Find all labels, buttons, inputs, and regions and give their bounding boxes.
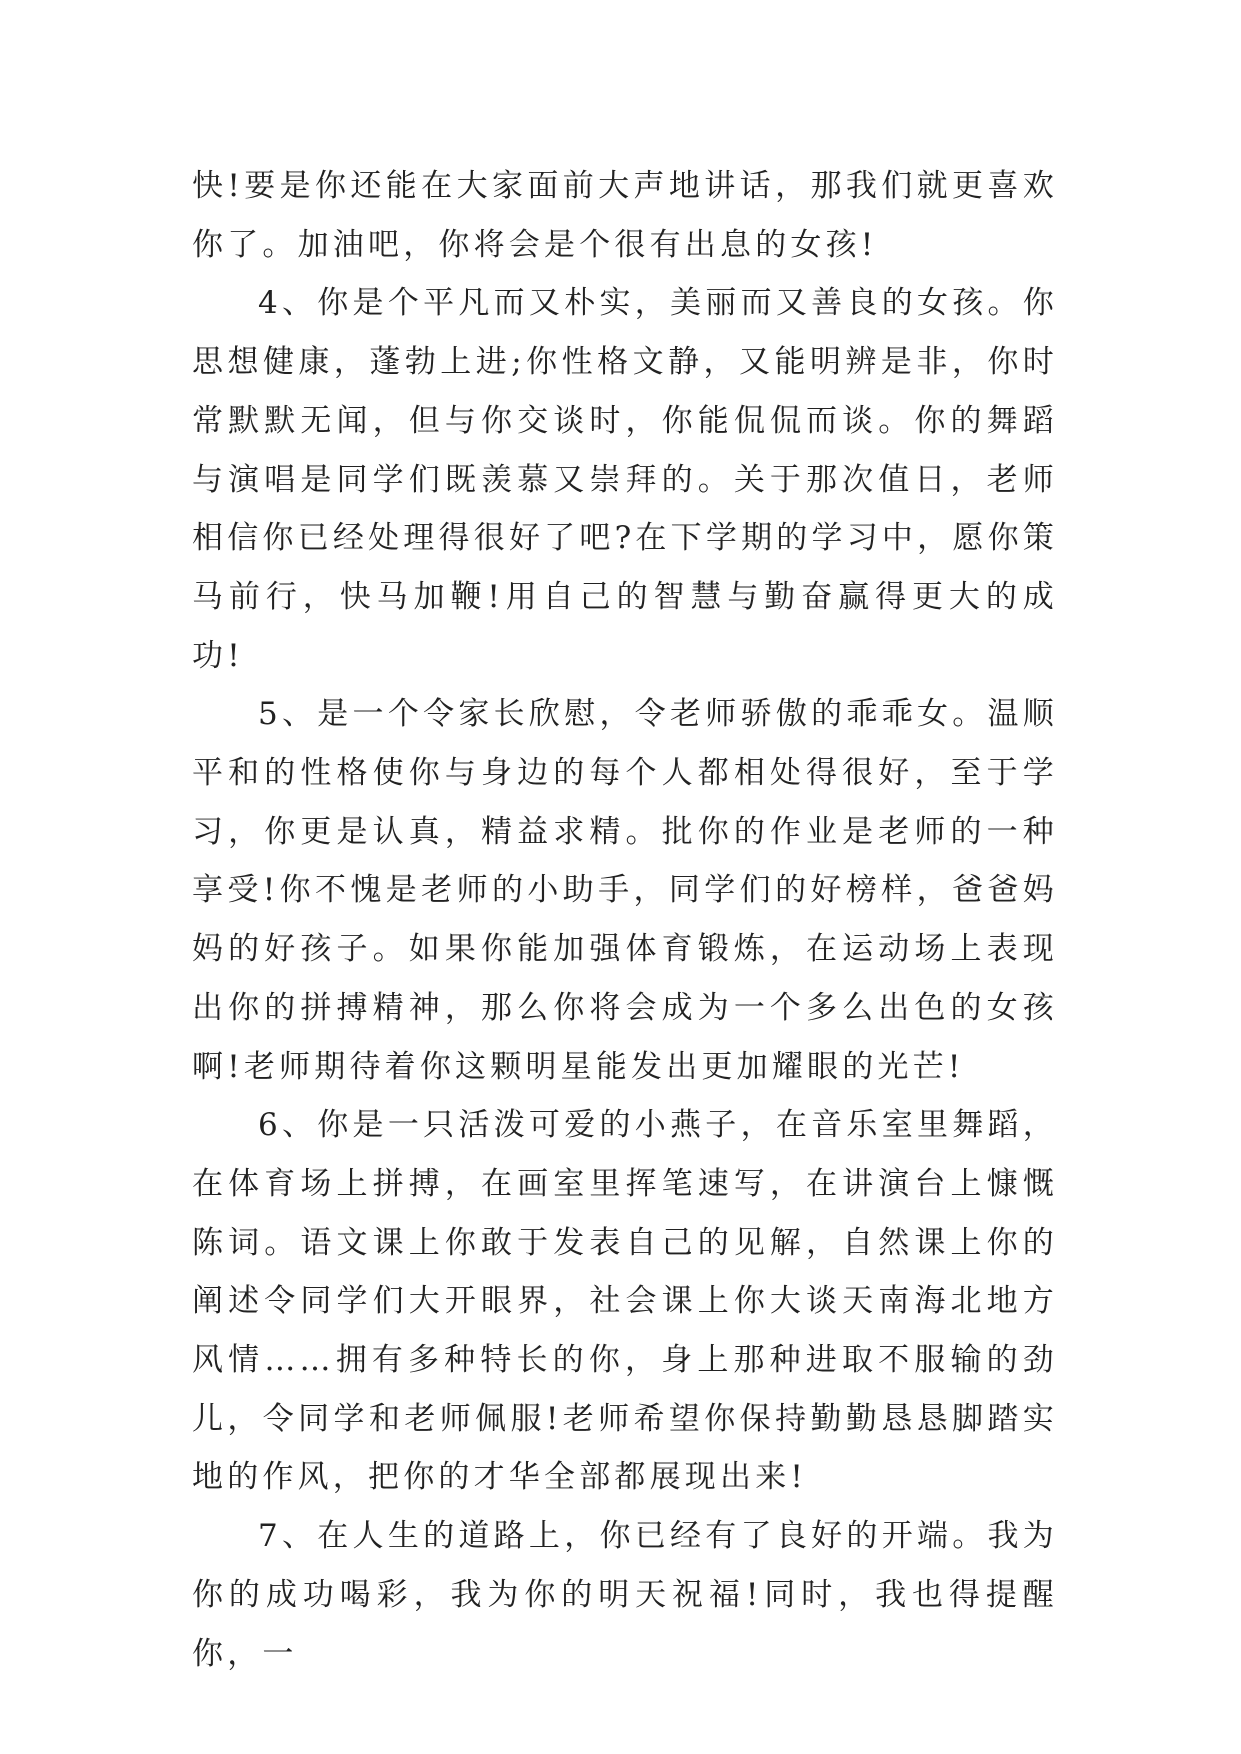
paragraph-continued: 快!要是你还能在大家面前大声地讲话，那我们就更喜欢你了。加油吧，你将会是个很有出息的女孩! — [192, 168, 1058, 263]
paragraph-item-7: 7、在人生的道路上，你已经有了良好的开端。我为你的成功喝彩，我为你的明天祝福!同时，我也得提醒你，一 — [192, 1518, 1058, 1672]
paragraph-item-5: 5、是一个令家长欣慰，令老师骄傲的乖乖女。温顺平和的性格使你与身边的每个人都相处得很好，至于学习，你更是认真，精益求精。批你的作业是老师的一种享受!你不愧是老师的小助手，同学们的好榜样，爸爸妈妈的好孩子。如果你能加强体育锻炼，在运动场上表现出你的拼搏精神，那么你将会成为一个多么出色的女孩啊!老师期待着你这颗明星能发出更加耀眼的光芒! — [192, 696, 1058, 1085]
paragraph-item-4: 4、你是个平凡而又朴实，美丽而又善良的女孩。你思想健康，蓬勃上进;你性格文静，又能明辨是非，你时常默默无闻，但与你交谈时，你能侃侃而谈。你的舞蹈与演唱是同学们既羡慕又崇拜的。关于那次值日，老师相信你已经处理得很好了吧?在下学期的学习中，愿你策马前行，快马加鞭!用自己的智慧与勤奋赢得更大的成功! — [192, 285, 1058, 674]
document-body — [192, 157, 1058, 1683]
paragraph-item-6: 6、你是一只活泼可爱的小燕子，在音乐室里舞蹈，在体育场上拼搏，在画室里挥笔速写，在讲演台上慷慨陈词。语文课上你敢于发表自己的见解，自然课上你的阐述令同学们大开眼界，社会课上你大谈天南海北地方风情……拥有多种特长的你，身上那种进取不服输的劲儿，令同学和老师佩服!老师希望你保持勤勤恳恳脚踏实地的作风，把你的才华全部都展现出来! — [192, 1107, 1058, 1496]
